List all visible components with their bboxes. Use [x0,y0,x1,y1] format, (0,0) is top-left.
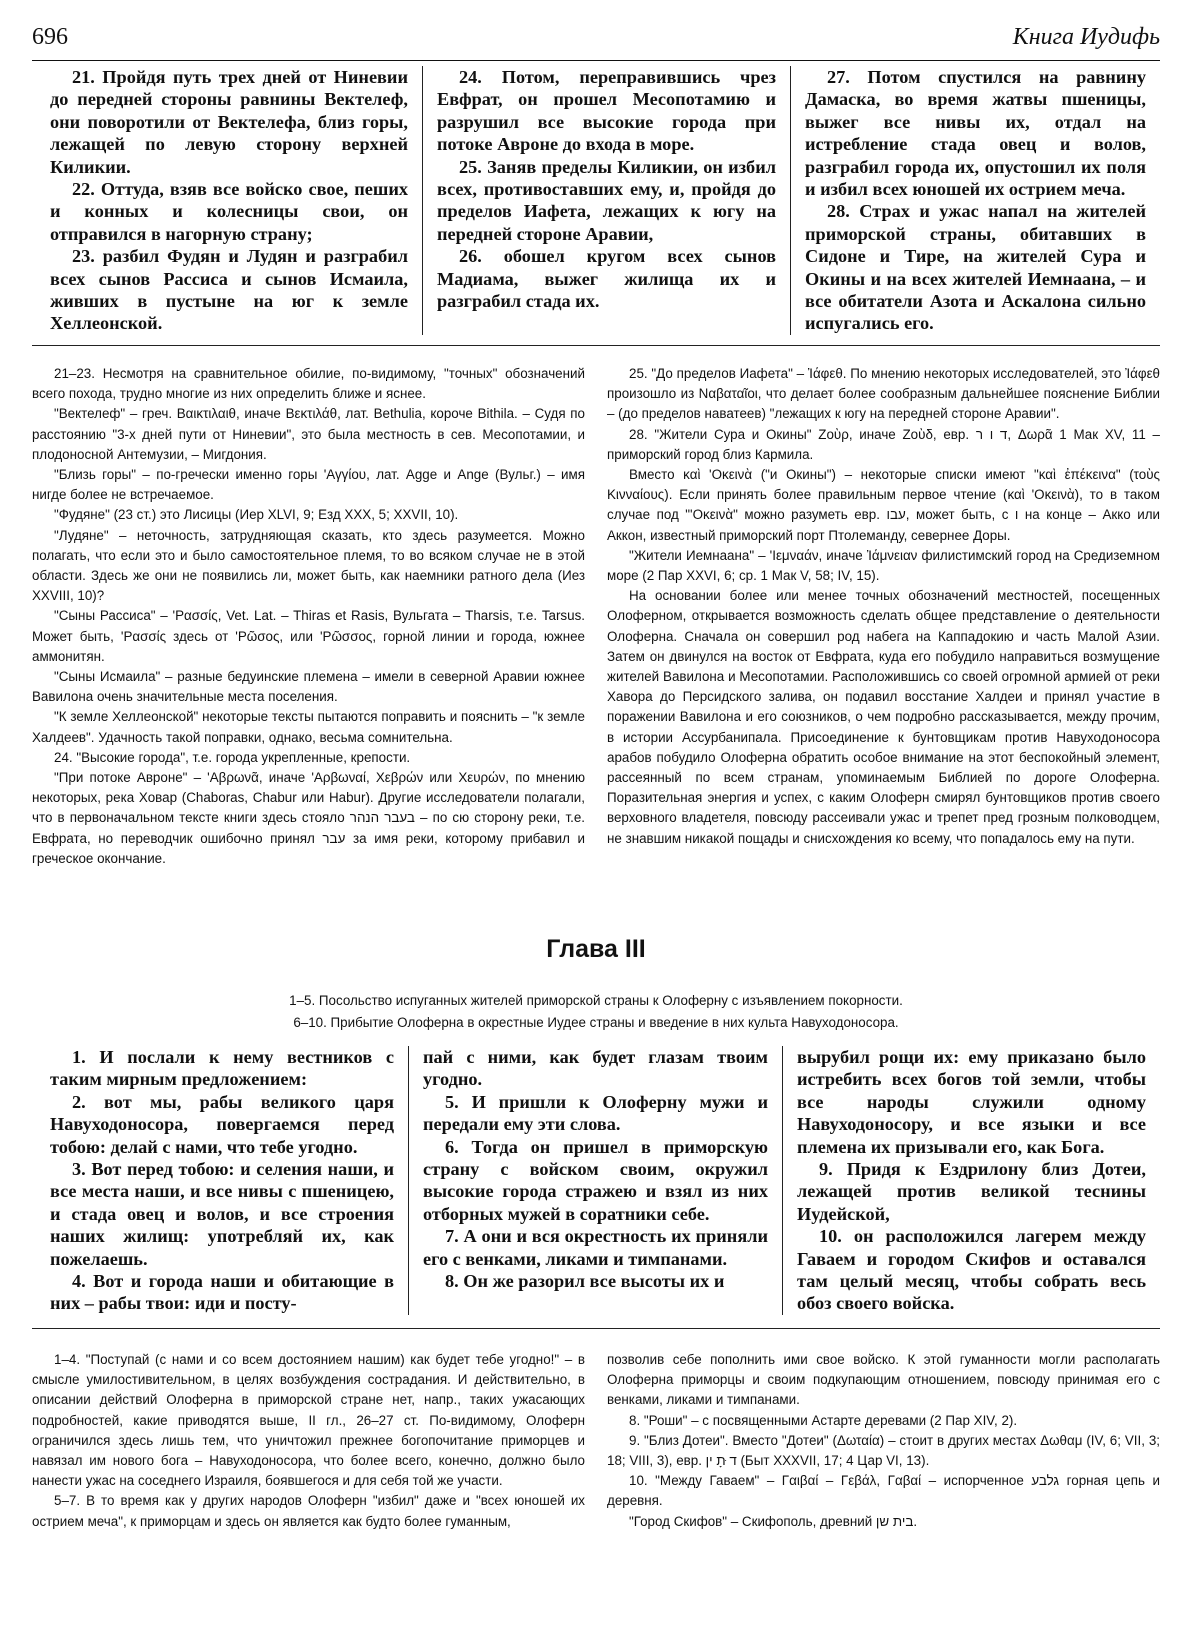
running-title: Книга Иудифь [1012,24,1160,50]
verse-6: 6. Тогда он пришел в приморскую страну с войском своим, окружил высокие города стражею и взял из них отборных мужей в соратники себе. [423,1136,768,1224]
verse-21: 21. Пройдя путь трех дней от Ниневии до передней стороны равнины Вектелеф, они поворотили от Вектелефа, близ горы, лежащей по левую сторону верхней Киликии. [50,67,408,177]
verses-1-10 [32,1046,1160,1315]
note-1-4: 1–4. "Поступай (с нами и со всем достоянием нашим) как будет тебе угодно!" – в смысле умилостивительном, в целях возбуждения сострадания. И действительно, в описании действий Олоферна в приморской стране нет, напр., таких ужасающих подробностей, какие приводятся выше, II гл., 26–27 ст. По-видимому, Олоферн ограничился здесь лишь тем, что уничтожил прежнее богопочитание приморцев и навязал им нового бога – Навуходоносора, что более всего, конечно, должно было нанести ужас на соседнего Израиля, боявшегося и для себя той же участи. [32,1352,585,1489]
note-summary: На основании более или менее точных обозначений местностей, посещенных Олоферном, открывается возможность сделать общее представление о деятельности Олоферна. Сначала он совершил род набега на Каппадокию и часть Малой Азии. Затем он двинулся на восток от Евфрата, куда его побудило направиться возмущение жителей Вавилона и Месопотамии. Расположившись со своей огромной армией от реки Хавора до Персидского залива, он подавил восстание Халдеи и принял участие в поражении Вавилона и его союзников, о чем подробно рассказывается, между прочим, в истории Ассурбанипала. Присоединение к бунтовщикам против Навуходоносора арабов побудило Олоферна обратить особое внимание на этот беспокойный элемент, рассеянный по всем странам, упоминаемым Библией по дороге Олоферна. Поразительная энергия и успех, с каким Олоферн смирял бунтовщиков против своего верховного владетеля, повсюду рассеивали ужас и трепет пред грозным полководцем, не знавшим никакой пощады и снисхождения ко всему, что попадалось ему на пути. [607,588,1160,846]
verse-column-1 [32,66,422,335]
verse-27: 27. Потом спустился на равнину Дамаска, во время жатвы пшеницы, выжег все нивы их, отдал на истребление стада овец и волов, разграбил города их, опустошил их поля и избил всех юношей их острием меча. [805,67,1146,200]
note-mountain: "Близь горы" – по-гречески именно горы 'Αγγίου, лат. Agge и Ange (Вульг.) – имя нигде более не встречаемое. [32,467,585,503]
verse-24: 24. Потом, переправившись чрез Евфрат, он прошел Месопотамию и разрушил все высокие города при потоке Авроне до входа в море. [437,67,776,155]
note-5-7-continued: позволив себе пополнить ими свое войско. К этой гуманности могли располагать Олоферна приморцы и своим подкупающим отношением, повсюду принимая его с венками, ликами и тимпанами. [607,1352,1160,1408]
verse-5: 5. И пришли к Олоферну мужи и передали ему эти слова. [423,1091,768,1135]
verse-7: 7. А они и вся окрестность их приняли его с венками, ликами и тимпанами. [423,1226,768,1269]
note-8: 8. "Роши" – с посвященными Астарте деревами (2 Пар XIV, 2). [629,1412,1018,1428]
verse-4: 4. Вот и города наши и обитающие в них – рабы твои: иди и посту- [50,1271,394,1314]
commentary-column-right [607,1350,1160,1532]
note-10: 10. "Между Гаваем" – Γαιβαί – Γεβάλ, Γαβαί – испорченное גלבע горная цепь и деревня. [607,1473,1160,1509]
verse-22: 22. Оттуда, взяв все войско свое, пеших и конных и колесницы свои, он отправился в нагорную страну; [50,179,408,244]
note-25: 25. "До пределов Иафета" – Ἰάφεθ. По мнению некоторых исследователей, это Ἰάφεθ произошло из Ναβαταῖοι, что делает более сообразным дальнейшее пояснение Библии – (до пределов наватеев) "лежащих к югу на передней стороне Аравии". [607,366,1160,422]
note-rassis: "Сыны Рассиса" – 'Ρασσίς, Vet. Lat. – Thiras et Rasis, Вульгата – Tharsis, т.е. Tarsus. Может быть, 'Ρασσίς здесь от 'Ρῶσος, или 'Ρῶσσος, горной линии и города, южнее аммонитян. [32,608,585,664]
note-scythopolis: "Город Скифов" – Скифополь, древний בית שן. [629,1513,918,1529]
commentary-section-2 [32,1350,1160,1532]
verses-21-28 [32,66,1160,335]
verse-1: 1. И послали к нему вестников с таким мирным предложением: [50,1047,394,1090]
verse-2: 2. вот мы, рабы великого царя Навуходоносора, повергаемся перед тобою: делай с нами, что тебе угодно. [50,1091,394,1157]
divider-rule-2 [32,1328,1160,1329]
verse-8-continued: вырубил рощи их: ему приказано было истребить всех богов той земли, чтобы все народы служили одному Навуходоносору, и все языки и все племена их призывали его, как Бога. [797,1047,1146,1157]
verse-10: 10. он расположился лагерем между Гаваем и городом Скифов и оставался там целый месяц, чтобы собрать весь обоз своего войска. [797,1226,1146,1314]
verse-column-1 [32,1046,408,1315]
note-28: 28. "Жители Сура и Окины" Ζοὺρ, иначе Ζοὺδ, евр. ד ו ר, Δωρᾶ 1 Мак XV, 11 – приморский город близ Кармила. [607,426,1161,462]
note-fudyane: "Фудяне" (23 ст.) это Лисицы (Иер XLVI, 9; Езд XXX, 5; XXVII, 10). [54,507,459,523]
summary-line-1: 1–5. Посольство испуганных жителей приморской страны к Олоферну с изъявлением покорности. [289,993,903,1008]
note-24: 24. "Высокие города", т.е. города укрепленные, крепости. [54,749,411,765]
divider-rule [32,345,1160,346]
note-5-7: 5–7. В то время как у других народов Олоферн "избил" даже и "всех юношей их острием меча", к приморцам и здесь он является как будто более гуманным, [32,1493,585,1529]
note-ludyane: "Лудяне" – неточность, затрудняющая сказать, кто здесь разумеется. Можно полагать, что если это и было самостоятельное племя, то во всяком случае не в этой области. Здесь же они не появились ли, может быть, как наемники ратного дела (Иез XXVIII, 10)? [32,527,585,604]
verse-23: 23. разбил Фудян и Лудян и разграбил всех сынов Рассиса и сынов Исмаила, живших в пустыне на юг к земле Хеллеонской. [50,246,408,334]
verse-28: 28. Страх и ужас напал на жителей приморской страны, обитавших в Сидоне и Тире, на жителей Сура и Окины и на всех жителей Иемнаана, – и все обитатели Азота и Аскалона сильно испугались его. [805,201,1146,334]
verse-4-continued: пай с ними, как будет глазам твоим угодно. [423,1047,768,1090]
verse-25: 25. Заняв пределы Киликии, он избил всех, противоставших ему, и, пройдя до пределов Иафета, лежащих к югу на передней стороне Аравии, [437,156,776,244]
verse-26: 26. обошел кругом всех сынов Мадиама, выжег жилища их и разграбил стада их. [437,246,776,312]
note-helleon: "К земле Хеллеонской" некоторые тексты пытаются поправить и пояснить – "к земле Халдеев". Удачность такой поправки, однако, весьма сомнительна. [32,709,585,745]
verse-9: 9. Придя к Ездрилону близ Дотеи, лежащей против великой теснины Иудейской, [797,1159,1146,1224]
note-okina: Вместо καὶ 'Οκεινὰ ("и Окины") – некоторые списки имеют "καὶ ἐπέκεινα" (τοὺς Κινναίους). Если принять более правильным первое чтение (καὶ 'Οκεινὰ), то в таком случае под "'Οκεινὰ" можно разуметь евр. עבו, может быть, с ו на конце – Акко или Аккон, известный приморский порт Птолеманду, севернее Доры. [607,467,1160,543]
note-ismail: "Сыны Исмаила" – разные бедуинские племена – имели в северной Аравии южнее Вавилона очень значительные места поселения. [32,669,585,705]
commentary-section-1 [32,364,1160,869]
verse-8: 8. Он же разорил все высоты их и [445,1271,725,1292]
summary-line-2: 6–10. Прибытие Олоферна в окрестные Иудее страны и введение в них культа Навуходоносора. [293,1015,899,1030]
note-avron: "При потоке Авроне" – 'Αβρωνᾶ, иначе 'Αρβωναί, Χεβρών или Χευρών, по мнению некоторых, река Ховар (Chaboras, Chabur или Habur). Другие исследователи полагали, что в первоначальном тексте книги здесь стояло בעבר הנהר – по сю сторону реки, т.е. Евфрата, но переводчик ошибочно принял עבר за имя реки, которому прибавил и греческое окончание. [32,770,585,866]
chapter-summary [0,990,1192,1034]
note-21-23: 21–23. Несмотря на сравнительное обилие, по-видимому, "точных" обозначений всего похода, трудно многие из них определить ближе и яснее. [32,366,585,402]
verse-column-2 [422,66,790,335]
verse-column-2 [408,1046,782,1315]
note-iemnaan: "Жители Иемнаана" – 'Ιεμναάν, иначе Ἰάμνειαν филистимский город на Средиземном море (2 Пар XXVI, 6; ср. 1 Мак V, 58; IV, 15). [607,547,1160,584]
verse-3: 3. Вот перед тобою: и селения наши, и все места наши, и все нивы с пшеницею, и стада овец и волов, и все строения наших жилищ: употребляй их, как пожелаешь. [50,1159,394,1269]
note-9: 9. "Близ Дотеи". Вместо "Дотеи" (Δωταία) – стоит в других местах Δωθαμ (IV, 6; VII, 3; 18; VIII, 3), евр. ד ּתָ ין (Быт XXXVII, 17; 4 Цар VI, 13). [607,1432,1160,1469]
verse-column-3 [782,1046,1160,1315]
chapter-title: Глава III [546,935,646,963]
page-header [32,20,1160,61]
verse-column-3 [790,66,1160,335]
note-vektelef: "Вектелеф" – греч. Βαικτιλαιθ, иначе Βεκτιλάθ, лат. Bethulia, короче Bithila. – Судя по расстоянию "3-х дней пути от Ниневии", это была местность в сев. Месопотамии, и плодоносной Антемузии, – Мигдония. [32,406,585,462]
commentary-column-right [607,364,1160,869]
commentary-column-left [32,1350,585,1532]
page-number: 696 [32,24,68,50]
commentary-column-left [32,364,585,869]
